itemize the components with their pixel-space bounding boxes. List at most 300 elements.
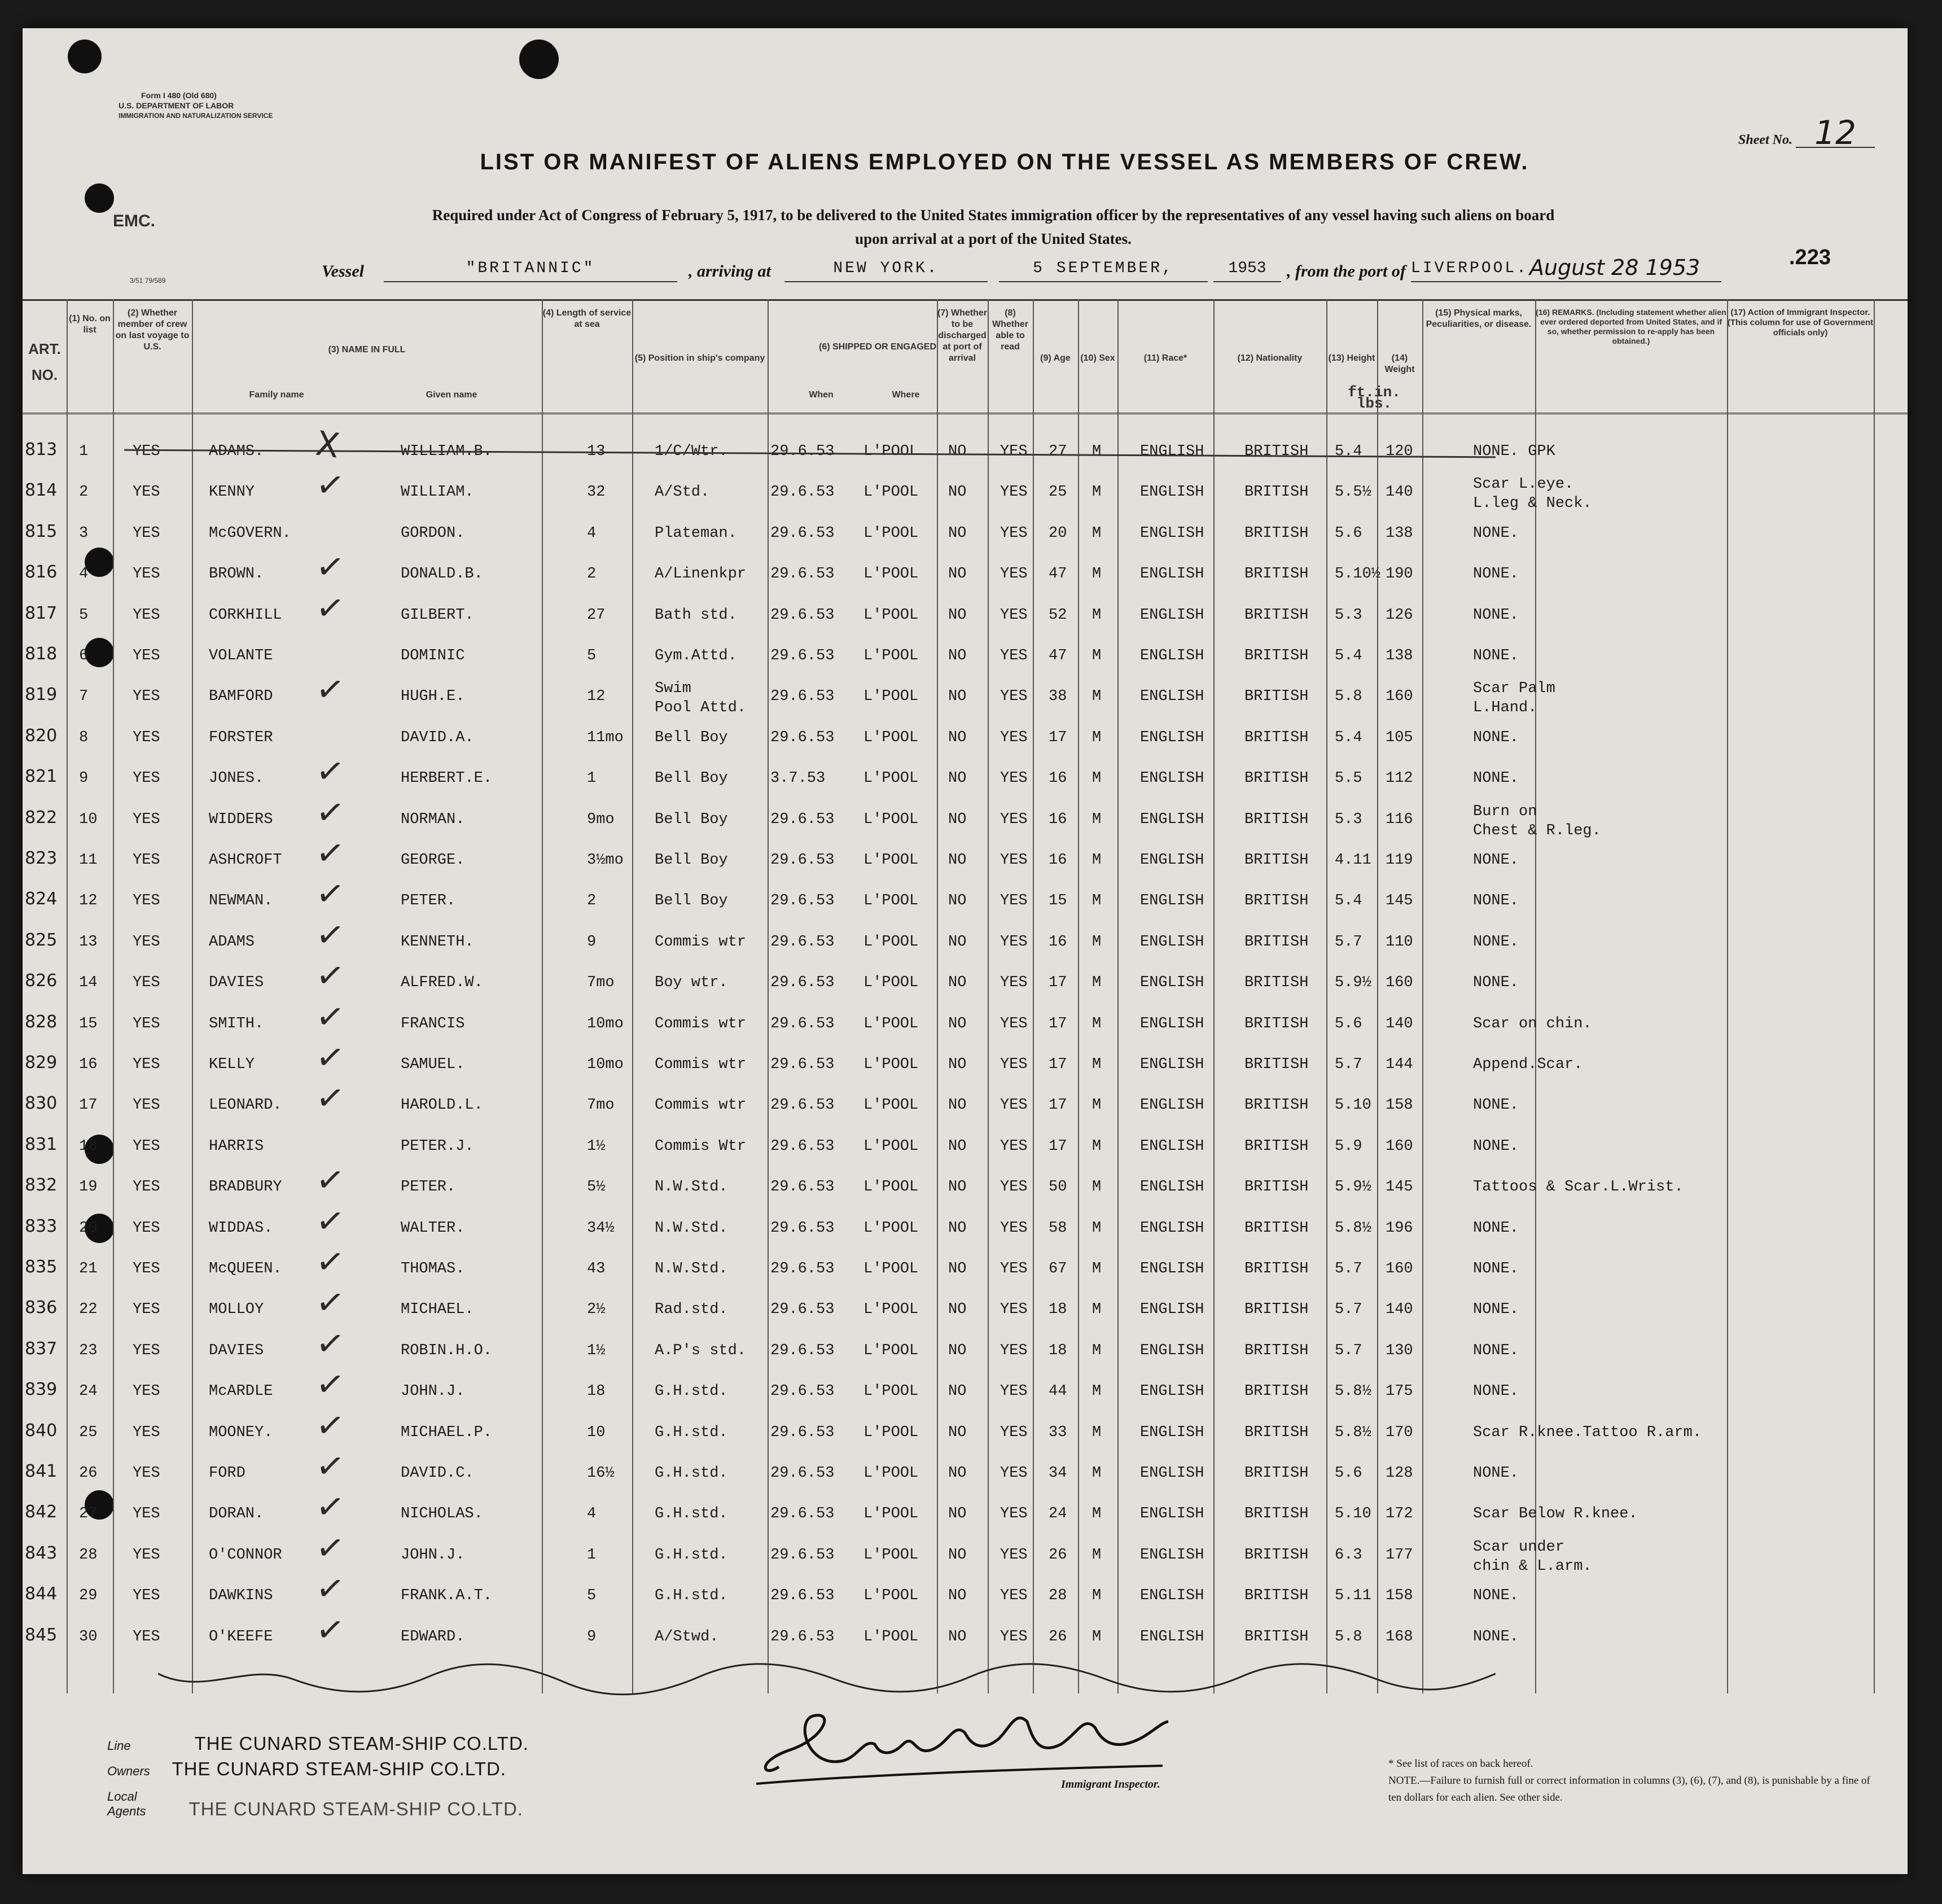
owners-company-stamp: THE CUNARD STEAM-SHIP CO.LTD. bbox=[172, 1758, 506, 1779]
nationality-cell: BRITISH bbox=[1244, 1137, 1309, 1155]
table-row bbox=[23, 913, 1908, 962]
arrival-date: 5 SEPTEMBER, bbox=[999, 260, 1208, 282]
check-mark: ✓ bbox=[313, 1568, 347, 1611]
position-cell: A/Linenkpr bbox=[655, 566, 747, 583]
table-row bbox=[23, 1200, 1908, 1248]
sex-cell: M bbox=[1092, 606, 1102, 624]
sheet-number bbox=[1738, 113, 1875, 152]
art-number: 830 bbox=[25, 1093, 58, 1114]
race-cell: ENGLISH bbox=[1140, 484, 1204, 501]
shipped-when-cell: 29.6.53 bbox=[770, 1137, 835, 1155]
position-cell: G.H.std. bbox=[655, 1505, 728, 1523]
race-cell: ENGLISH bbox=[1140, 1587, 1204, 1605]
given-name-cell: GORDON. bbox=[401, 524, 465, 542]
age-cell: 16 bbox=[1049, 933, 1067, 951]
shipped-where-cell: L'POOL bbox=[863, 1301, 919, 1319]
check-mark: ✓ bbox=[313, 1159, 347, 1202]
read-cell: YES bbox=[1000, 933, 1028, 951]
sex-cell: M bbox=[1092, 647, 1102, 664]
art-number: 829 bbox=[25, 1053, 58, 1073]
sex-cell: M bbox=[1092, 688, 1102, 706]
read-cell: YES bbox=[1000, 729, 1028, 746]
family-name-cell: CORKHILL bbox=[209, 606, 282, 624]
height-cell: 5.9½ bbox=[1335, 974, 1371, 992]
given-name-cell: DONALD.B. bbox=[401, 566, 483, 583]
shipped-when-cell: 29.6.53 bbox=[770, 1056, 835, 1073]
discharged-cell: NO bbox=[948, 1465, 967, 1482]
art-number: 831 bbox=[25, 1134, 58, 1154]
race-cell: ENGLISH bbox=[1140, 933, 1204, 951]
position-cell: Commis wtr bbox=[655, 1056, 747, 1073]
position-cell: A/Stwd. bbox=[655, 1628, 719, 1645]
vessel-label: Vessel bbox=[322, 262, 364, 281]
last-voyage-cell: YES bbox=[133, 729, 160, 746]
header-when: When bbox=[809, 390, 834, 400]
given-name-cell: PETER. bbox=[401, 1179, 456, 1196]
weight-cell: 140 bbox=[1386, 484, 1413, 501]
weight-cell: 120 bbox=[1386, 443, 1413, 460]
shipped-where-cell: L'POOL bbox=[863, 974, 919, 992]
shipped-where-cell: L'POOL bbox=[863, 811, 919, 828]
table-row bbox=[23, 1608, 1908, 1657]
read-cell: YES bbox=[1000, 892, 1028, 910]
shipped-where-cell: L'POOL bbox=[863, 1424, 919, 1441]
service-length-cell: 10 bbox=[587, 1424, 606, 1441]
list-number-cell: 15 bbox=[79, 1015, 98, 1032]
service-length-cell: 12 bbox=[587, 688, 606, 706]
header-given-name: Given name bbox=[426, 390, 477, 400]
age-cell: 26 bbox=[1049, 1628, 1067, 1645]
family-name-cell: DAVIES bbox=[209, 974, 264, 992]
weight-cell: 130 bbox=[1386, 1342, 1413, 1359]
age-cell: 17 bbox=[1049, 1137, 1067, 1155]
punch-hole bbox=[519, 40, 559, 79]
weight-cell: 145 bbox=[1386, 1179, 1413, 1196]
age-cell: 16 bbox=[1049, 770, 1067, 787]
list-number-cell: 29 bbox=[79, 1587, 98, 1605]
header-nationality: (12) Nationality bbox=[1237, 353, 1303, 363]
height-cell: 5.4 bbox=[1335, 892, 1362, 910]
position-cell: Rad.std. bbox=[655, 1301, 728, 1319]
sex-cell: M bbox=[1092, 1546, 1102, 1564]
art-number: 826 bbox=[25, 971, 58, 991]
age-cell: 58 bbox=[1049, 1219, 1067, 1237]
nationality-cell: BRITISH bbox=[1244, 852, 1309, 869]
shipped-when-cell: 29.6.53 bbox=[770, 1465, 835, 1482]
discharged-cell: NO bbox=[948, 852, 967, 869]
list-number-cell: 7 bbox=[79, 688, 89, 706]
sex-cell: M bbox=[1092, 443, 1102, 460]
weight-cell: 160 bbox=[1386, 688, 1413, 706]
header-name-in-full: (3) NAME IN FULL bbox=[328, 345, 406, 354]
given-name-cell: WALTER. bbox=[401, 1219, 465, 1237]
family-name-cell: ADAMS bbox=[209, 933, 255, 951]
art-number: 841 bbox=[25, 1461, 58, 1481]
age-cell: 18 bbox=[1049, 1301, 1067, 1319]
list-number-cell: 19 bbox=[79, 1179, 98, 1196]
nationality-cell: BRITISH bbox=[1244, 484, 1309, 501]
last-voyage-cell: YES bbox=[133, 1260, 160, 1277]
race-cell: ENGLISH bbox=[1140, 688, 1204, 706]
given-name-cell: GEORGE. bbox=[401, 852, 465, 869]
shipped-when-cell: 29.6.53 bbox=[770, 566, 835, 583]
given-name-cell: HERBERT.E. bbox=[401, 770, 493, 787]
shipped-when-cell: 29.6.53 bbox=[770, 1260, 835, 1277]
weight-cell: 112 bbox=[1386, 770, 1413, 787]
given-name-cell: KENNETH. bbox=[401, 933, 474, 951]
weight-cell: 116 bbox=[1386, 811, 1413, 828]
height-cell: 5.8 bbox=[1335, 1628, 1362, 1645]
position-cell: Swim Pool Attd. bbox=[655, 680, 747, 717]
physical-marks-cell: Tattoos & Scar.L.Wrist. bbox=[1473, 1179, 1684, 1196]
given-name-cell: SAMUEL. bbox=[401, 1056, 465, 1073]
shipped-where-cell: L'POOL bbox=[863, 524, 919, 542]
physical-marks-cell: Append.Scar. bbox=[1473, 1056, 1583, 1073]
service-length-cell: 1½ bbox=[587, 1137, 606, 1155]
table-row bbox=[23, 1363, 1908, 1411]
physical-marks-cell: NONE. bbox=[1473, 1260, 1519, 1277]
read-cell: YES bbox=[1000, 606, 1028, 624]
height-cell: 5.5 bbox=[1335, 770, 1362, 787]
discharged-cell: NO bbox=[948, 1628, 967, 1645]
form-identifier bbox=[119, 90, 273, 121]
height-cell: 5.6 bbox=[1335, 1015, 1362, 1032]
last-voyage-cell: YES bbox=[133, 974, 160, 992]
art-number: 833 bbox=[25, 1216, 58, 1236]
check-mark: ✓ bbox=[313, 1445, 347, 1489]
physical-marks-cell: NONE. bbox=[1473, 647, 1519, 664]
header-height: (13) Height bbox=[1328, 353, 1375, 363]
shipped-where-cell: L'POOL bbox=[863, 566, 919, 583]
read-cell: YES bbox=[1000, 1097, 1028, 1114]
service-length-cell: 10mo bbox=[587, 1056, 624, 1073]
art-number: 832 bbox=[25, 1175, 58, 1196]
discharged-cell: NO bbox=[948, 688, 967, 706]
sex-cell: M bbox=[1092, 852, 1102, 869]
nationality-cell: BRITISH bbox=[1244, 524, 1309, 542]
table-row bbox=[23, 586, 1908, 635]
physical-marks-cell: NONE. bbox=[1473, 1219, 1519, 1237]
sex-cell: M bbox=[1092, 1179, 1102, 1196]
height-cell: 5.5½ bbox=[1335, 484, 1371, 501]
service-length-cell: 2 bbox=[587, 892, 597, 910]
family-name-cell: McARDLE bbox=[209, 1383, 273, 1400]
nationality-cell: BRITISH bbox=[1244, 566, 1309, 583]
shipped-when-cell: 29.6.53 bbox=[770, 1301, 835, 1319]
shipped-when-cell: 29.6.53 bbox=[770, 688, 835, 706]
height-cell: 5.6 bbox=[1335, 524, 1362, 542]
given-name-cell: ALFRED.W. bbox=[401, 974, 483, 992]
weight-cell: 168 bbox=[1386, 1628, 1413, 1645]
position-cell: Boy wtr. bbox=[655, 974, 728, 992]
last-voyage-cell: YES bbox=[133, 443, 160, 460]
service-name: IMMIGRATION AND NATURALIZATION SERVICE bbox=[119, 112, 273, 120]
last-voyage-cell: YES bbox=[133, 1587, 160, 1605]
shipped-where-cell: L'POOL bbox=[863, 1137, 919, 1155]
last-voyage-cell: YES bbox=[133, 933, 160, 951]
last-voyage-cell: YES bbox=[133, 1056, 160, 1073]
nationality-cell: BRITISH bbox=[1244, 770, 1309, 787]
service-length-cell: 9mo bbox=[587, 811, 615, 828]
art-number: 819 bbox=[25, 685, 58, 705]
last-voyage-cell: YES bbox=[133, 1628, 160, 1645]
shipped-where-cell: L'POOL bbox=[863, 1179, 919, 1196]
nationality-cell: BRITISH bbox=[1244, 1465, 1309, 1482]
shipped-when-cell: 29.6.53 bbox=[770, 1424, 835, 1441]
weight-cell: 126 bbox=[1386, 606, 1413, 624]
art-number: 824 bbox=[25, 889, 58, 909]
position-cell: Bath std. bbox=[655, 606, 737, 624]
last-voyage-cell: YES bbox=[133, 1137, 160, 1155]
position-cell: G.H.std. bbox=[655, 1546, 728, 1564]
last-voyage-cell: YES bbox=[133, 1301, 160, 1319]
art-number: 814 bbox=[25, 480, 58, 501]
list-number-cell: 4 bbox=[79, 566, 89, 583]
age-cell: 15 bbox=[1049, 892, 1067, 910]
list-number-cell: 5 bbox=[79, 606, 89, 624]
departure-port: LIVERPOOL. bbox=[1411, 260, 1721, 282]
read-cell: YES bbox=[1000, 1465, 1028, 1482]
given-name-cell: ROBIN.H.O. bbox=[401, 1342, 493, 1359]
service-length-cell: 18 bbox=[587, 1383, 606, 1400]
table-row bbox=[23, 514, 1908, 553]
shipped-when-cell: 29.6.53 bbox=[770, 1015, 835, 1032]
nationality-cell: BRITISH bbox=[1244, 1219, 1309, 1237]
last-voyage-cell: YES bbox=[133, 524, 160, 542]
art-number: 823 bbox=[25, 848, 58, 868]
shipped-when-cell: 29.6.53 bbox=[770, 524, 835, 542]
service-length-cell: 43 bbox=[587, 1260, 606, 1277]
list-number-cell: 23 bbox=[79, 1342, 98, 1359]
shipped-when-cell: 29.6.53 bbox=[770, 1219, 835, 1237]
shipped-when-cell: 29.6.53 bbox=[770, 974, 835, 992]
family-name-cell: KENNY bbox=[209, 484, 255, 501]
read-cell: YES bbox=[1000, 974, 1028, 992]
race-cell: ENGLISH bbox=[1140, 1465, 1204, 1482]
given-name-cell: MICHAEL. bbox=[401, 1301, 474, 1319]
sex-cell: M bbox=[1092, 892, 1102, 910]
check-mark: ✓ bbox=[313, 1526, 347, 1570]
height-cell: 5.4 bbox=[1335, 443, 1362, 460]
height-cell: 5.8½ bbox=[1335, 1383, 1371, 1400]
physical-marks-cell: Scar under chin & L.arm. bbox=[1473, 1538, 1592, 1575]
shipped-when-cell: 29.6.53 bbox=[770, 1505, 835, 1523]
list-number-cell: 8 bbox=[79, 729, 89, 746]
shipped-when-cell: 29.6.53 bbox=[770, 1546, 835, 1564]
given-name-cell: HUGH.E. bbox=[401, 688, 465, 706]
age-cell: 34 bbox=[1049, 1465, 1067, 1482]
service-length-cell: 5 bbox=[587, 1587, 597, 1605]
physical-marks-cell: NONE. bbox=[1473, 1097, 1519, 1114]
read-cell: YES bbox=[1000, 1424, 1028, 1441]
shipped-when-cell: 29.6.53 bbox=[770, 443, 835, 460]
last-voyage-cell: YES bbox=[133, 1383, 160, 1400]
shipped-where-cell: L'POOL bbox=[863, 1342, 919, 1359]
sex-cell: M bbox=[1092, 524, 1102, 542]
last-voyage-cell: YES bbox=[133, 852, 160, 869]
age-cell: 67 bbox=[1049, 1260, 1067, 1277]
last-voyage-cell: YES bbox=[133, 647, 160, 664]
physical-marks-cell: NONE. bbox=[1473, 933, 1519, 951]
check-mark: ✓ bbox=[313, 464, 347, 507]
race-cell: ENGLISH bbox=[1140, 729, 1204, 746]
discharged-cell: NO bbox=[948, 1424, 967, 1441]
service-length-cell: 10mo bbox=[587, 1015, 624, 1032]
service-length-cell: 7mo bbox=[587, 1097, 615, 1114]
discharged-cell: NO bbox=[948, 933, 967, 951]
race-cell: ENGLISH bbox=[1140, 1015, 1204, 1032]
service-length-cell: 3½mo bbox=[587, 852, 624, 869]
header-race: (11) Race* bbox=[1143, 353, 1187, 363]
header-sex: (10) Sex bbox=[1080, 353, 1115, 363]
nationality-cell: BRITISH bbox=[1244, 974, 1309, 992]
position-cell: A.P's std. bbox=[655, 1342, 747, 1359]
list-number-cell: 28 bbox=[79, 1546, 98, 1564]
reference-number: 3/51 79/589 bbox=[130, 277, 166, 284]
read-cell: YES bbox=[1000, 1383, 1028, 1400]
check-mark: ✓ bbox=[313, 791, 347, 834]
given-name-cell: EDWARD. bbox=[401, 1628, 465, 1645]
check-mark: ✓ bbox=[313, 955, 347, 998]
age-cell: 38 bbox=[1049, 688, 1067, 706]
table-row bbox=[23, 464, 1908, 513]
shipped-when-cell: 29.6.53 bbox=[770, 1383, 835, 1400]
art-number: 813 bbox=[25, 440, 58, 459]
service-length-cell: 4 bbox=[587, 1505, 597, 1523]
sex-cell: M bbox=[1092, 1097, 1102, 1114]
read-cell: YES bbox=[1000, 1628, 1028, 1645]
physical-marks-cell: NONE. bbox=[1473, 1342, 1519, 1359]
emc-stamp: EMC. bbox=[113, 212, 155, 230]
art-number: 839 bbox=[25, 1380, 58, 1400]
read-cell: YES bbox=[1000, 1342, 1028, 1359]
family-name-cell: McGOVERN. bbox=[209, 524, 291, 542]
discharged-cell: NO bbox=[948, 1219, 967, 1237]
sex-cell: M bbox=[1092, 1505, 1102, 1523]
shipped-where-cell: L'POOL bbox=[863, 1505, 919, 1523]
table-row bbox=[23, 1486, 1908, 1534]
table-row bbox=[23, 1281, 1908, 1329]
weight-cell: 170 bbox=[1386, 1424, 1413, 1441]
read-cell: YES bbox=[1000, 688, 1028, 706]
height-cell: 5.9½ bbox=[1335, 1179, 1371, 1196]
list-number-cell: 1 bbox=[79, 443, 89, 460]
table-row bbox=[23, 636, 1908, 676]
service-length-cell: 7mo bbox=[587, 974, 615, 992]
header-family-name: Family name bbox=[249, 390, 304, 400]
service-length-cell: 1½ bbox=[587, 1342, 606, 1359]
discharged-cell: NO bbox=[948, 770, 967, 787]
shipped-where-cell: L'POOL bbox=[863, 1383, 919, 1400]
shipped-when-cell: 29.6.53 bbox=[770, 1628, 835, 1645]
table-row bbox=[23, 1322, 1908, 1371]
physical-marks-cell: NONE. bbox=[1473, 1137, 1519, 1155]
last-voyage-cell: YES bbox=[133, 1465, 160, 1482]
age-cell: 26 bbox=[1049, 1546, 1067, 1564]
shipped-where-cell: L'POOL bbox=[863, 647, 919, 664]
check-mark: ✓ bbox=[313, 1036, 347, 1080]
subtitle-line-1: Required under Act of Congress of February 5, 1917, to be delivered to the United States immigration officer by the representatives of any vessel having such aliens on board bbox=[432, 207, 1555, 224]
family-name-cell: FORD bbox=[209, 1465, 246, 1482]
sex-cell: M bbox=[1092, 1424, 1102, 1441]
height-cell: 5.9 bbox=[1335, 1137, 1362, 1155]
table-row bbox=[23, 955, 1908, 1003]
table-row bbox=[23, 1077, 1908, 1125]
given-name-cell: WILLIAM. bbox=[401, 484, 474, 501]
height-cell: 5.3 bbox=[1335, 606, 1362, 624]
service-length-cell: 2½ bbox=[587, 1301, 606, 1319]
weight-cell: 138 bbox=[1386, 524, 1413, 542]
check-mark: ✓ bbox=[313, 995, 347, 1039]
service-length-cell: 1 bbox=[587, 770, 597, 787]
height-cell: 5.7 bbox=[1335, 933, 1362, 951]
weight-cell: 158 bbox=[1386, 1587, 1413, 1605]
weight-cell: 140 bbox=[1386, 1015, 1413, 1032]
header-age: (9) Age bbox=[1040, 353, 1071, 363]
art-number: 845 bbox=[25, 1625, 58, 1645]
read-cell: YES bbox=[1000, 566, 1028, 583]
physical-marks-cell: NONE. bbox=[1473, 1587, 1519, 1605]
weight-cell: 196 bbox=[1386, 1219, 1413, 1237]
table-row bbox=[23, 831, 1908, 880]
table-row bbox=[23, 1526, 1908, 1575]
discharged-cell: NO bbox=[948, 811, 967, 828]
height-cell: 5.4 bbox=[1335, 729, 1362, 746]
shipped-where-cell: L'POOL bbox=[863, 606, 919, 624]
art-number: 818 bbox=[25, 644, 58, 664]
family-name-cell: WIDDERS bbox=[209, 811, 273, 828]
race-cell: ENGLISH bbox=[1140, 1342, 1204, 1359]
shipped-where-cell: L'POOL bbox=[863, 1628, 919, 1645]
penalty-note: NOTE.—Failure to furnish full or correct information in columns (3), (6), (7), and (8), is punishable by a fine of ten dollars for each alien. See other side. bbox=[1388, 1775, 1870, 1804]
check-mark: X bbox=[313, 423, 342, 466]
nationality-cell: BRITISH bbox=[1244, 729, 1309, 746]
read-cell: YES bbox=[1000, 484, 1028, 501]
position-cell: N.W.Std. bbox=[655, 1179, 728, 1196]
family-name-cell: MOONEY. bbox=[209, 1424, 273, 1441]
age-cell: 17 bbox=[1049, 1015, 1067, 1032]
shipped-when-cell: 29.6.53 bbox=[770, 1097, 835, 1114]
agents-company-stamp: THE CUNARD STEAM-SHIP CO.LTD. bbox=[188, 1798, 523, 1819]
shipped-where-cell: L'POOL bbox=[863, 484, 919, 501]
table-row bbox=[23, 791, 1908, 839]
discharged-cell: NO bbox=[948, 892, 967, 910]
list-number-cell: 6 bbox=[79, 647, 89, 664]
check-mark: ✓ bbox=[313, 873, 347, 916]
shipped-when-cell: 29.6.53 bbox=[770, 1587, 835, 1605]
weight-cell: 172 bbox=[1386, 1505, 1413, 1523]
nationality-cell: BRITISH bbox=[1244, 1383, 1309, 1400]
read-cell: YES bbox=[1000, 647, 1028, 664]
race-cell: ENGLISH bbox=[1140, 647, 1204, 664]
sex-cell: M bbox=[1092, 1301, 1102, 1319]
age-cell: 17 bbox=[1049, 1056, 1067, 1073]
position-cell: Commis Wtr bbox=[655, 1137, 747, 1155]
last-voyage-cell: YES bbox=[133, 770, 160, 787]
read-cell: YES bbox=[1000, 1260, 1028, 1277]
nationality-cell: BRITISH bbox=[1244, 811, 1309, 828]
discharged-cell: NO bbox=[948, 1587, 967, 1605]
race-cell: ENGLISH bbox=[1140, 1628, 1204, 1645]
last-voyage-cell: YES bbox=[133, 566, 160, 583]
height-cell: 5.10 bbox=[1335, 1097, 1371, 1114]
arriving-label: , arriving at bbox=[689, 262, 771, 281]
sex-cell: M bbox=[1092, 1015, 1102, 1032]
art-number: 815 bbox=[25, 521, 58, 541]
read-cell: YES bbox=[1000, 1179, 1028, 1196]
age-cell: 44 bbox=[1049, 1383, 1067, 1400]
art-number: 842 bbox=[25, 1502, 58, 1522]
